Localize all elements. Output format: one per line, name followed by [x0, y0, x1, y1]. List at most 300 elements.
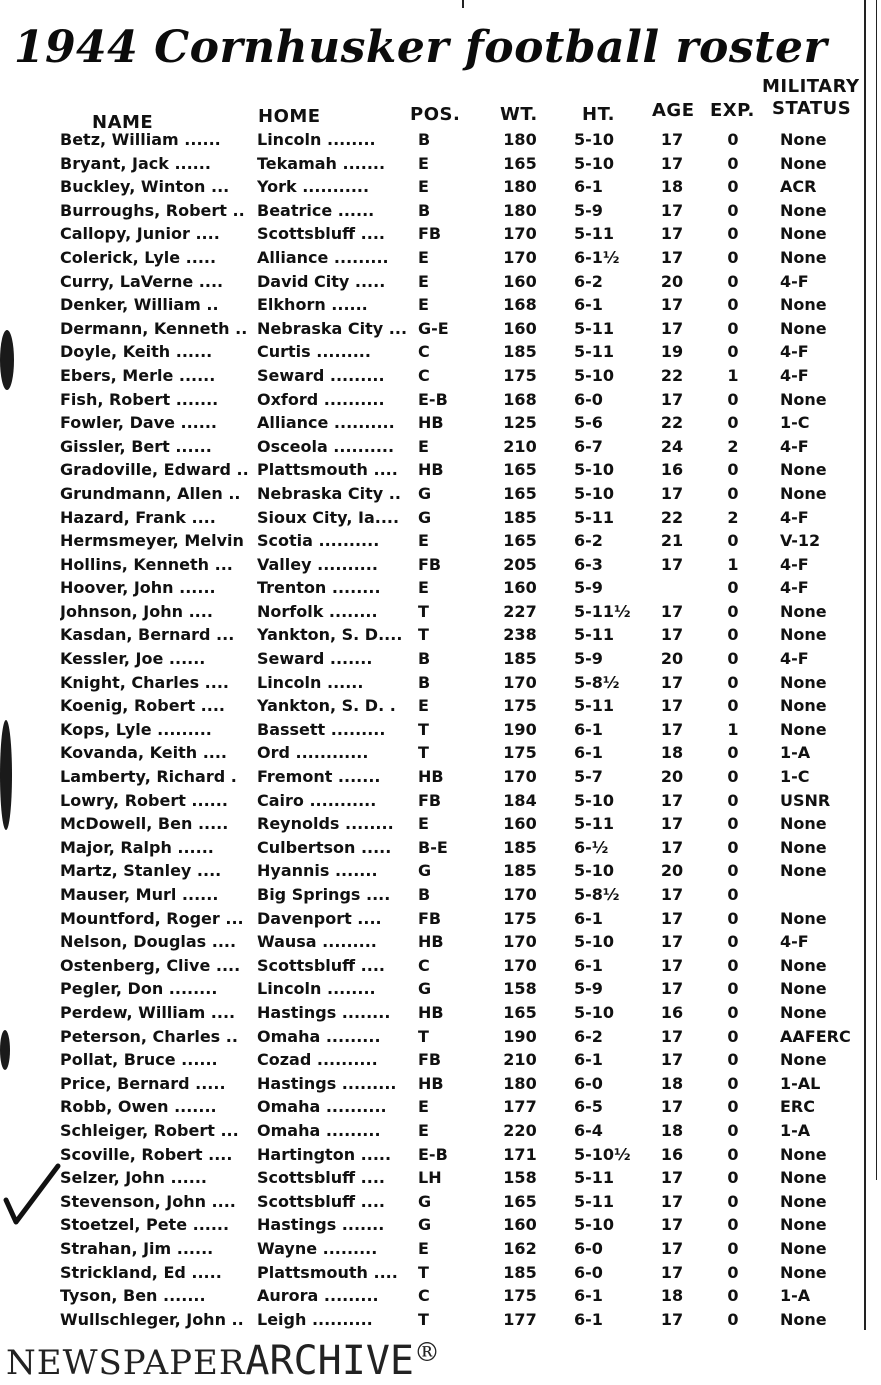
player-age: 24 — [660, 436, 684, 456]
player-height: 5-8½ — [574, 672, 620, 692]
player-age: 17 — [660, 1262, 684, 1282]
player-name: Robb, Owen ....... — [60, 1097, 217, 1117]
player-home: Culbertson ..... — [257, 837, 392, 857]
player-age: 20 — [660, 649, 684, 669]
roster-row — [0, 836, 881, 860]
player-military-status: None — [780, 1238, 827, 1258]
player-weight: 180 — [503, 200, 537, 220]
player-military-status: 1-AL — [780, 1073, 821, 1093]
player-name: Pollat, Bruce ...... — [60, 1050, 218, 1070]
player-experience: 0 — [727, 531, 739, 551]
player-experience: 0 — [727, 130, 739, 149]
player-name: Colerick, Lyle ..... — [60, 247, 217, 267]
player-name: Schleiger, Robert ... — [60, 1120, 239, 1140]
player-military-status: None — [780, 1191, 827, 1211]
player-experience: 0 — [727, 790, 739, 810]
player-weight: 170 — [503, 885, 537, 904]
player-height: 6-0 — [574, 1238, 603, 1258]
player-position: E — [418, 153, 429, 173]
player-position: C — [418, 1286, 430, 1306]
player-weight: 220 — [503, 1120, 537, 1140]
player-age: 20 — [660, 271, 684, 291]
player-experience: 1 — [727, 719, 739, 739]
roster-row — [0, 1284, 881, 1308]
roster-row — [0, 246, 881, 270]
player-age: 22 — [660, 507, 684, 527]
player-age: 17 — [660, 224, 684, 244]
player-height: 6-1 — [574, 1286, 603, 1306]
player-weight: 190 — [503, 719, 537, 739]
player-age: 17 — [660, 153, 684, 173]
player-position: E — [418, 1120, 429, 1140]
player-home: Aurora ......... — [257, 1286, 379, 1306]
player-age: 21 — [660, 531, 684, 551]
roster-row — [0, 812, 881, 836]
player-height: 6-1 — [574, 743, 603, 763]
player-name: Ostenberg, Clive .... — [60, 955, 241, 975]
roster-row — [0, 1143, 881, 1167]
player-home: Hartington ..... — [257, 1144, 392, 1164]
player-age: 17 — [660, 483, 684, 503]
player-name: Pegler, Don ........ — [60, 979, 218, 999]
player-weight: 180 — [503, 130, 537, 149]
player-name: Peterson, Charles .. — [60, 1026, 238, 1046]
player-age: 20 — [660, 861, 684, 881]
player-home: Valley .......... — [257, 554, 378, 574]
player-military-status: None — [780, 672, 827, 692]
player-position: T — [418, 1026, 429, 1046]
player-weight: 185 — [503, 1262, 537, 1282]
player-height: 5-10 — [574, 153, 615, 173]
player-position: E — [418, 295, 429, 315]
player-weight: 165 — [503, 460, 537, 480]
player-height: 5-9 — [574, 200, 603, 220]
player-name: Gissler, Bert ...... — [60, 436, 212, 456]
player-weight: 238 — [503, 625, 537, 645]
player-military-status: 4-F — [780, 342, 809, 362]
player-military-status: None — [780, 814, 827, 834]
player-age: 17 — [660, 389, 684, 409]
player-name: Nelson, Douglas .... — [60, 932, 237, 952]
player-name: Ebers, Merle ...... — [60, 365, 216, 385]
player-military-status: None — [780, 318, 827, 338]
player-home: Yankton, S. D. . — [257, 696, 396, 716]
roster-table — [0, 128, 881, 1331]
player-weight: 160 — [503, 814, 537, 834]
roster-row — [0, 482, 881, 506]
roster-row — [0, 152, 881, 176]
header-home: HOME — [258, 106, 321, 127]
player-home: Davenport .... — [257, 908, 382, 928]
player-age: 17 — [660, 1050, 684, 1070]
player-height: 5-10 — [574, 365, 615, 385]
player-home: Lincoln ........ — [257, 979, 376, 999]
player-experience: 0 — [727, 625, 739, 645]
player-experience: 0 — [727, 1168, 739, 1188]
player-weight: 165 — [503, 153, 537, 173]
player-position: T — [418, 601, 429, 621]
player-name: Bryant, Jack ...... — [60, 153, 211, 173]
player-position: E-B — [418, 389, 448, 409]
player-name: Hazard, Frank .... — [60, 507, 216, 527]
roster-row — [0, 1213, 881, 1237]
player-age: 17 — [660, 1309, 684, 1329]
player-name: Strickland, Ed ..... — [60, 1262, 222, 1282]
player-experience: 0 — [727, 955, 739, 975]
player-name: Buckley, Winton ... — [60, 177, 230, 197]
player-name: Doyle, Keith ...... — [60, 342, 213, 362]
player-height: 5-11 — [574, 1168, 615, 1188]
player-home: Bassett ......... — [257, 719, 386, 739]
player-position: E — [418, 436, 429, 456]
player-military-status: None — [780, 601, 827, 621]
player-name: Wullschleger, John .. — [60, 1309, 244, 1329]
player-military-status: 4-F — [780, 365, 809, 385]
player-weight: 160 — [503, 271, 537, 291]
player-military-status: 1-C — [780, 767, 810, 787]
roster-row — [0, 411, 881, 435]
player-name: Kasdan, Bernard ... — [60, 625, 235, 645]
player-experience: 0 — [727, 295, 739, 315]
player-position: T — [418, 1262, 429, 1282]
player-height: 5-8½ — [574, 885, 620, 904]
player-name: Fowler, Dave ...... — [60, 413, 217, 433]
player-weight: 185 — [503, 507, 537, 527]
player-home: Trenton ........ — [257, 578, 381, 598]
player-name: Koenig, Robert .... — [60, 696, 225, 716]
player-position: E — [418, 814, 429, 834]
roster-row — [0, 388, 881, 412]
player-name: Major, Ralph ...... — [60, 837, 214, 857]
player-experience: 0 — [727, 908, 739, 928]
player-military-status: 4-F — [780, 932, 809, 952]
player-weight: 170 — [503, 955, 537, 975]
player-home: Scotia .......... — [257, 531, 380, 551]
player-position: B — [418, 130, 431, 149]
player-position: T — [418, 743, 429, 763]
player-height: 6-7 — [574, 436, 603, 456]
roster-row — [0, 600, 881, 624]
roster-row — [0, 1048, 881, 1072]
player-position: E — [418, 271, 429, 291]
player-height: 5-10 — [574, 932, 615, 952]
player-weight: 165 — [503, 1002, 537, 1022]
player-military-status: None — [780, 979, 827, 999]
player-home: Seward ....... — [257, 649, 373, 669]
player-position: E-B — [418, 1144, 448, 1164]
player-weight: 210 — [503, 436, 537, 456]
roster-row — [0, 1190, 881, 1214]
player-age: 17 — [660, 625, 684, 645]
header-exp: EXP. — [710, 100, 755, 121]
player-name: Price, Bernard ..... — [60, 1073, 226, 1093]
player-weight: 125 — [503, 413, 537, 433]
player-name: Curry, LaVerne .... — [60, 271, 224, 291]
player-experience: 0 — [727, 483, 739, 503]
player-home: Sioux City, Ia.... — [257, 507, 400, 527]
player-age: 17 — [660, 790, 684, 810]
player-weight: 160 — [503, 578, 537, 598]
player-age: 18 — [660, 743, 684, 763]
player-position: FB — [418, 790, 442, 810]
player-home: Oxford .......... — [257, 389, 385, 409]
player-position: FB — [418, 554, 442, 574]
player-age: 17 — [660, 601, 684, 621]
player-position: G — [418, 861, 432, 881]
player-name: Martz, Stanley .... — [60, 861, 222, 881]
player-military-status: None — [780, 908, 827, 928]
player-home: Alliance .......... — [257, 413, 395, 433]
player-height: 5-11 — [574, 318, 615, 338]
player-weight: 170 — [503, 932, 537, 952]
player-experience: 0 — [727, 885, 739, 904]
player-position: FB — [418, 908, 442, 928]
player-experience: 0 — [727, 177, 739, 197]
player-height: 5-10 — [574, 861, 615, 881]
player-military-status: 4-F — [780, 649, 809, 669]
player-name: Strahan, Jim ...... — [60, 1238, 214, 1258]
player-height: 5-10 — [574, 1002, 615, 1022]
player-home: Cairo ........... — [257, 790, 377, 810]
player-position: G — [418, 483, 432, 503]
player-height: 5-11½ — [574, 601, 631, 621]
roster-row — [0, 553, 881, 577]
player-military-status: 1-A — [780, 1120, 811, 1140]
player-position: HB — [418, 1073, 444, 1093]
player-name: Lamberty, Richard . — [60, 767, 237, 787]
player-position: T — [418, 719, 429, 739]
player-weight: 180 — [503, 1073, 537, 1093]
player-position: FB — [418, 1050, 442, 1070]
player-experience: 0 — [727, 271, 739, 291]
player-position: C — [418, 365, 430, 385]
player-weight: 227 — [503, 601, 537, 621]
player-experience: 0 — [727, 153, 739, 173]
player-military-status: USNR — [780, 790, 831, 810]
player-experience: 0 — [727, 460, 739, 480]
player-home: Nebraska City .. — [257, 483, 401, 503]
player-height: 6-5 — [574, 1097, 603, 1117]
player-home: Curtis ......... — [257, 342, 371, 362]
roster-row — [0, 859, 881, 883]
player-military-status: None — [780, 247, 827, 267]
player-position: HB — [418, 413, 444, 433]
player-military-status: None — [780, 1215, 827, 1235]
player-position: E — [418, 578, 429, 598]
player-weight: 185 — [503, 342, 537, 362]
header-pos: POS. — [410, 104, 461, 125]
player-name: Kovanda, Keith .... — [60, 743, 227, 763]
player-weight: 160 — [503, 318, 537, 338]
player-military-status: None — [780, 130, 827, 149]
player-weight: 158 — [503, 1168, 537, 1188]
player-age: 17 — [660, 318, 684, 338]
player-age: 17 — [660, 696, 684, 716]
player-military-status: 4-F — [780, 436, 809, 456]
player-name: Kessler, Joe ...... — [60, 649, 206, 669]
player-military-status: 1-A — [780, 1286, 811, 1306]
player-height: 5-9 — [574, 578, 603, 598]
player-home: Wausa ......... — [257, 932, 377, 952]
player-position: B — [418, 649, 431, 669]
player-experience: 0 — [727, 932, 739, 952]
roster-row — [0, 270, 881, 294]
player-name: Denker, William .. — [60, 295, 219, 315]
player-military-status: None — [780, 295, 827, 315]
player-home: David City ..... — [257, 271, 386, 291]
player-home: Alliance ......... — [257, 247, 389, 267]
player-position: G — [418, 507, 432, 527]
player-experience: 0 — [727, 696, 739, 716]
player-weight: 185 — [503, 649, 537, 669]
player-position: E — [418, 1238, 429, 1258]
player-height: 6-2 — [574, 271, 603, 291]
player-name: Callopy, Junior .... — [60, 224, 220, 244]
player-position: E — [418, 696, 429, 716]
roster-row — [0, 364, 881, 388]
header-military: MILITARY — [762, 76, 860, 97]
player-home: Hastings ........ — [257, 1002, 391, 1022]
player-experience: 1 — [727, 554, 739, 574]
player-home: Tekamah ....... — [257, 153, 386, 173]
player-experience: 0 — [727, 979, 739, 999]
player-height: 6-1 — [574, 1050, 603, 1070]
player-weight: 165 — [503, 483, 537, 503]
player-weight: 190 — [503, 1026, 537, 1046]
roster-row — [0, 741, 881, 765]
player-height: 6-1 — [574, 177, 603, 197]
player-height: 5-11 — [574, 625, 615, 645]
player-position: E — [418, 1097, 429, 1117]
player-weight: 175 — [503, 908, 537, 928]
player-name: Grundmann, Allen .. — [60, 483, 241, 503]
player-military-status: None — [780, 389, 827, 409]
player-home: York ........... — [257, 177, 370, 197]
player-position: LH — [418, 1168, 442, 1188]
player-name: McDowell, Ben ..... — [60, 814, 229, 834]
player-home: Scottsbluff .... — [257, 955, 385, 975]
player-name: Hoover, John ...... — [60, 578, 216, 598]
player-home: Hastings ......... — [257, 1073, 397, 1093]
player-age: 17 — [660, 932, 684, 952]
player-experience: 0 — [727, 578, 739, 598]
player-height: 6-0 — [574, 389, 603, 409]
player-weight: 177 — [503, 1309, 537, 1329]
player-experience: 0 — [727, 1191, 739, 1211]
player-position: C — [418, 955, 430, 975]
player-weight: 171 — [503, 1144, 537, 1164]
player-name: Gradoville, Edward .. — [60, 460, 249, 480]
player-home: Lincoln ...... — [257, 672, 364, 692]
player-age: 17 — [660, 908, 684, 928]
player-home: Ord ............ — [257, 743, 369, 763]
player-name: Stevenson, John .... — [60, 1191, 236, 1211]
player-age: 17 — [660, 247, 684, 267]
logo-registered: ® — [414, 1338, 441, 1368]
player-height: 5-7 — [574, 767, 603, 787]
player-name: Hollins, Kenneth ... — [60, 554, 233, 574]
player-experience: 0 — [727, 1002, 739, 1022]
player-height: 5-10 — [574, 130, 615, 149]
player-age: 22 — [660, 413, 684, 433]
player-age: 17 — [660, 1191, 684, 1211]
player-age: 17 — [660, 979, 684, 999]
player-age: 17 — [660, 814, 684, 834]
player-name: Dermann, Kenneth .. — [60, 318, 248, 338]
player-name: Scoville, Robert .... — [60, 1144, 233, 1164]
player-height: 5-11 — [574, 814, 615, 834]
roster-row — [0, 718, 881, 742]
player-experience: 0 — [727, 649, 739, 669]
player-experience: 0 — [727, 672, 739, 692]
player-experience: 0 — [727, 1026, 739, 1046]
player-home: Wayne ......... — [257, 1238, 378, 1258]
player-weight: 170 — [503, 672, 537, 692]
player-age: 17 — [660, 719, 684, 739]
player-name: Stoetzel, Pete ...... — [60, 1215, 230, 1235]
roster-row — [0, 1095, 881, 1119]
player-age: 16 — [660, 1002, 684, 1022]
player-military-status: None — [780, 861, 827, 881]
player-height: 5-11 — [574, 696, 615, 716]
player-name: Selzer, John ...... — [60, 1168, 207, 1188]
player-height: 5-9 — [574, 979, 603, 999]
player-experience: 0 — [727, 342, 739, 362]
player-weight: 185 — [503, 837, 537, 857]
player-home: Plattsmouth .... — [257, 1262, 398, 1282]
player-age: 19 — [660, 342, 684, 362]
header-military-status: STATUS — [772, 98, 852, 119]
player-home: Scottsbluff .... — [257, 1168, 385, 1188]
player-height: 5-11 — [574, 342, 615, 362]
player-experience: 0 — [727, 1144, 739, 1164]
player-height: 5-11 — [574, 224, 615, 244]
player-age: 17 — [660, 200, 684, 220]
player-experience: 0 — [727, 1309, 739, 1329]
newspaperarchive-logo — [6, 1338, 441, 1384]
player-weight: 170 — [503, 767, 537, 787]
player-name: Burroughs, Robert .. — [60, 200, 245, 220]
player-experience: 0 — [727, 601, 739, 621]
player-age: 17 — [660, 1097, 684, 1117]
player-height: 6-0 — [574, 1073, 603, 1093]
roster-row — [0, 1072, 881, 1096]
player-experience: 0 — [727, 743, 739, 763]
player-position: G — [418, 1215, 432, 1235]
header-wt: WT. — [500, 104, 538, 125]
player-height: 5-9 — [574, 649, 603, 669]
player-home: Scottsbluff .... — [257, 1191, 385, 1211]
player-name: Knight, Charles .... — [60, 672, 229, 692]
player-experience: 0 — [727, 1050, 739, 1070]
player-home: Seward ......... — [257, 365, 385, 385]
player-military-status: 1-A — [780, 743, 811, 763]
player-experience: 0 — [727, 1238, 739, 1258]
player-military-status: 4-F — [780, 271, 809, 291]
player-military-status: V-12 — [780, 531, 821, 551]
roster-row — [0, 1166, 881, 1190]
player-experience: 0 — [727, 861, 739, 881]
player-military-status: None — [780, 1168, 827, 1188]
player-position: E — [418, 531, 429, 551]
roster-row — [0, 789, 881, 813]
logo-archive: ARCHIVE — [245, 1338, 414, 1384]
player-home: Yankton, S. D.... — [257, 625, 403, 645]
player-military-status: ERC — [780, 1097, 815, 1117]
player-home: Fremont ....... — [257, 767, 381, 787]
player-experience: 0 — [727, 413, 739, 433]
player-home: Cozad .......... — [257, 1050, 378, 1070]
